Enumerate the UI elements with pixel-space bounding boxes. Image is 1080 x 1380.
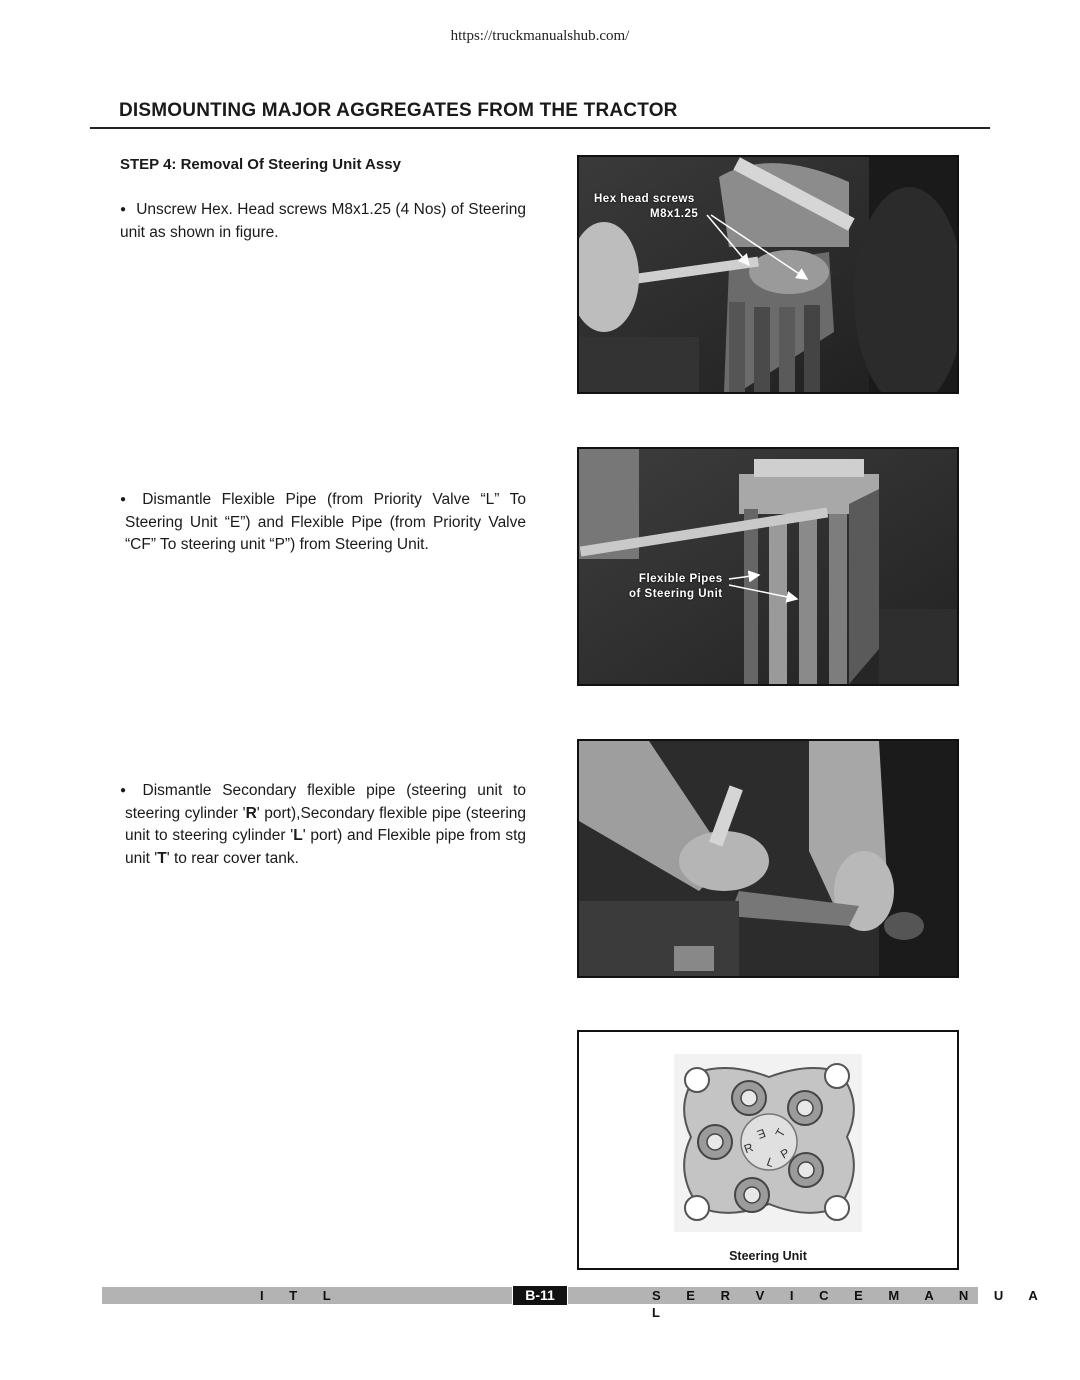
instruction-bullet-1 [120, 199, 526, 244]
instruction-text-part: ' to rear cover tank. [166, 849, 299, 867]
photo-hex-head-screws [577, 155, 959, 394]
port-letter: T [772, 1126, 789, 1140]
instruction-text: Unscrew Hex. Head screws M8x1.25 (4 Nos) of Steering unit as shown in figure. [120, 201, 526, 241]
bullet-dot-icon: ● [120, 785, 133, 796]
footer-manual-label: S E R V I C E M A N U A L [652, 1288, 1049, 1320]
port-letter: L [764, 1154, 776, 1170]
port-letter: P [778, 1145, 792, 1162]
photo-flexible-pipes [577, 447, 959, 686]
page-number-badge: B-11 [513, 1286, 567, 1305]
bullet-dot-icon: ● [120, 494, 133, 505]
callout-label: Hex head screws M8x1.25 [594, 193, 699, 220]
instruction-text: Dismantle Flexible Pipe (from Priority Valve “L” To Steering Unit “E”) and Flexible Pipe (from Priority Valve “CF” To steering unit “P”) from Steering Unit. [125, 491, 526, 553]
instruction-text-part: Dismantle Secondary flexible pipe (steering unit to steering cylinder ' [125, 782, 526, 822]
port-letter: E [755, 1125, 768, 1142]
footer-brand: I T L [260, 1288, 342, 1303]
instruction-text-part: ' port),Secondary flexible pipe (steering unit to steering cylinder ' [125, 804, 526, 844]
port-l-label: L [293, 827, 303, 844]
port-r-label: R [245, 804, 257, 822]
instruction-bullet-3 [120, 780, 527, 870]
source-url[interactable]: https://truckmanualshub.com/ [450, 28, 630, 44]
steering-unit-drawing [579, 1032, 957, 1242]
title-divider [90, 127, 990, 129]
callout-label: Flexible Pipes of Steering Unit [629, 573, 723, 600]
figure-caption: Steering Unit [729, 1249, 807, 1263]
port-letter: R [742, 1140, 756, 1157]
step-heading: STEP 4: Removal Of Steering Unit Assy [120, 156, 401, 173]
photo-secondary-pipes [577, 739, 959, 978]
page-title: DISMOUNTING MAJOR AGGREGATES FROM THE TRACTOR [119, 100, 678, 121]
instruction-text-part: ' port) and Flexible pipe from stg unit ' [125, 827, 527, 867]
instruction-bullet-2 [120, 489, 526, 557]
bullet-dot-icon: ● [120, 204, 127, 215]
port-t-label: T [157, 849, 167, 867]
steering-unit-diagram [577, 1030, 959, 1270]
